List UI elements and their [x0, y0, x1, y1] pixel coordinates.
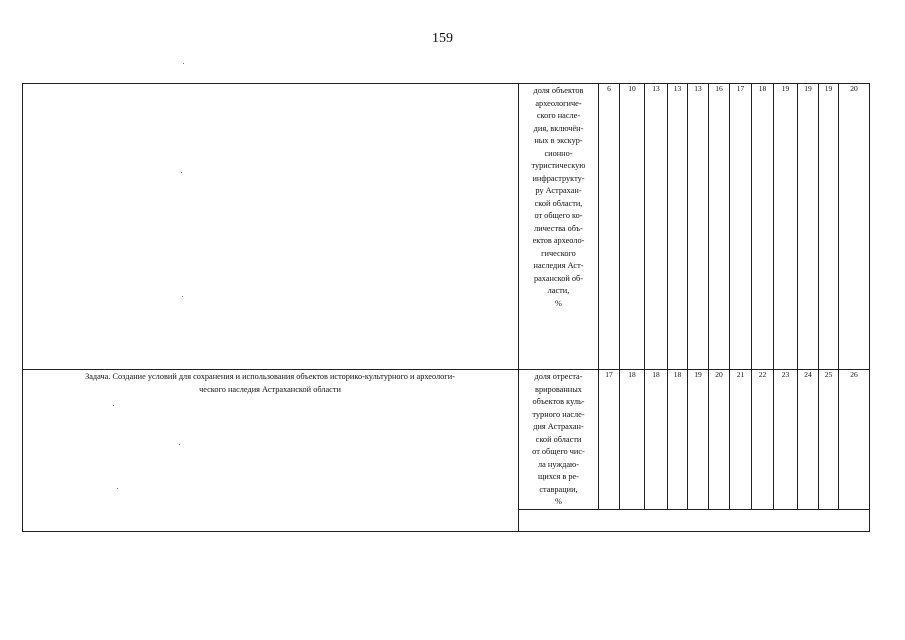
indicator-line: щихся в ре-	[538, 472, 579, 481]
indicator-cell	[519, 84, 599, 370]
indicator-line: наследия Аст-	[533, 261, 584, 270]
task-cell	[23, 370, 519, 532]
task-cell	[23, 84, 519, 370]
indicator-table	[22, 83, 870, 532]
value-cell: 24	[798, 370, 819, 510]
value-cell: 18	[620, 370, 645, 510]
indicator-line: от общего ко-	[534, 211, 583, 220]
scan-speck	[183, 63, 184, 64]
indicator-line: доля объектов	[533, 86, 584, 95]
indicator-line: ласти,	[547, 286, 570, 295]
indicator-line: гического	[541, 248, 576, 258]
indicator-line: ставрации,	[539, 484, 578, 494]
value-cell: 13	[688, 84, 709, 370]
indicator-line: инфраструкту-	[532, 173, 585, 183]
indicator-line: ского насле-	[536, 111, 581, 120]
indicator-line: ской области,	[534, 198, 583, 208]
indicator-line: %	[555, 298, 562, 308]
empty-cell	[519, 509, 870, 531]
indicator-line: доля отреста-	[534, 372, 583, 381]
indicator-line: ектов археоло-	[532, 236, 585, 245]
indicator-line: туристическую	[531, 161, 586, 170]
indicator-line: раханской об-	[533, 273, 584, 283]
indicator-line: дия Астрахан-	[533, 422, 584, 431]
value-cell: 26	[839, 370, 870, 510]
value-cell: 13	[645, 84, 668, 370]
indicator-line: археологиче-	[535, 98, 582, 108]
indicator-line: врированных	[535, 384, 582, 394]
value-cell: 17	[730, 84, 752, 370]
indicator-line: ской области	[535, 434, 582, 444]
task-line: Задача. Создание условий для сохранения и использования объектов историко-культурного и археологи-	[85, 372, 455, 381]
indicator-line: ла нуждаю-	[538, 459, 579, 469]
value-cell: 22	[752, 370, 774, 510]
indicator-line: дия, включён-	[533, 123, 584, 133]
value-cell: 23	[774, 370, 798, 510]
table-row	[23, 370, 870, 510]
table-row	[23, 84, 870, 370]
page-number: 159	[432, 31, 453, 46]
indicator-line: ру Астрахан-	[535, 186, 582, 195]
value-cell: 10	[620, 84, 645, 370]
value-cell: 19	[688, 370, 709, 510]
task-line: ческого наследия Астраханской области	[199, 384, 341, 394]
value-cell: 19	[819, 84, 839, 370]
value-cell: 13	[668, 84, 688, 370]
indicator-cell	[519, 370, 599, 510]
indicator-line: сионно-	[544, 148, 573, 158]
value-cell: 21	[730, 370, 752, 510]
value-cell: 17	[599, 370, 620, 510]
indicator-line: турного насле-	[532, 409, 585, 419]
value-cell: 20	[839, 84, 870, 370]
indicator-line: личества объ-	[534, 223, 583, 233]
indicator-line: ных в экскур-	[534, 136, 583, 145]
value-cell: 16	[709, 84, 730, 370]
value-cell: 18	[668, 370, 688, 510]
indicator-line: от общего чис-	[532, 447, 585, 456]
value-cell: 18	[645, 370, 668, 510]
value-cell: 6	[599, 84, 620, 370]
indicator-line: %	[555, 497, 562, 506]
value-cell: 25	[819, 370, 839, 510]
value-cell: 18	[752, 84, 774, 370]
value-cell: 19	[774, 84, 798, 370]
indicator-line: объектов куль-	[532, 397, 585, 406]
value-cell: 20	[709, 370, 730, 510]
value-cell: 19	[798, 84, 819, 370]
